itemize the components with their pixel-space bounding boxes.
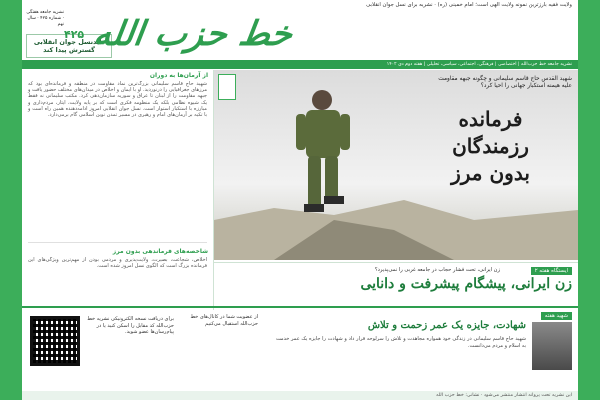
secondary-story <box>214 262 578 304</box>
headline-line-2: رزمندگان <box>452 134 529 158</box>
newspaper-page <box>22 0 578 400</box>
subbar: نشریه جامعه خط حزب‌الله | اختصاصی | فرهنگی، اجتماعی، سیاسی، تحلیلی | هفته دوم دی ۱۴۰۲ <box>22 60 578 69</box>
issue-info: نشریه جامعه هفتگی · شماره ۴۲۵ · سال نهم <box>26 10 64 27</box>
story-kicker: ایستگاه هفته ۲ <box>531 267 572 275</box>
martyr-label: شهید هفته <box>541 312 572 320</box>
left-body: شهید حاج قاسم سلیمانی بزرگ‌ترین نماد مقاومت در منطقه و فرمانده‌ای بود که مرزهای جغرافیایی را درنوردید. او با ایمان و اخلاص در میدان‌های مختلف حضور یافت و جبهه مقاومت را از لبنان تا عراق و سوریه سازمان‌دهی کرد. مکتب سلیمانی نه فقط یک شیوه نظامی بلکه یک منظومه فکری است که بر پایه ولایت، ایثار، مردم‌داری و مبارزه با استکبار استوار است. نسل جوان انقلابی امروز ادامه‌دهنده همین راه است و با تکیه بر آرمان‌های امام و رهبری در مسیر تمدن نوین اسلامی گام برمی‌دارد. <box>28 81 207 119</box>
cover-caption: شهید القدس حاج قاسم سلیمانی و چگونه جبهه مقاومت علیه هیمنه استکبار جهانی را احیا کرد؟ <box>438 76 572 89</box>
footer: این نشریه تحت پروانه انتشار منتشر می‌شود · نشانی: خط حزب الله <box>22 391 578 400</box>
promo-text: از عضویت شما در کانال‌های خط حزب‌الله استقبال می‌کنیم <box>190 314 258 327</box>
divider <box>28 242 207 243</box>
left-column <box>22 70 214 310</box>
martyr-body: شهید حاج قاسم سلیمانی در زندگی خود همواره مجاهدت و تلاش را سرلوحه قرار داد و شهادت را جایزه یک عمر خدمت به اسلام و مردم می‌دانست. <box>276 336 526 349</box>
issue-number: ۴۲۵ <box>64 27 85 41</box>
cover-headline <box>423 106 558 187</box>
masthead <box>64 10 572 58</box>
slogan-box: بایدنسل جوان انقلابی گسترش پیدا کند <box>26 34 112 58</box>
logo: خط حزب الله <box>91 14 296 54</box>
bottom-band <box>22 306 578 386</box>
qr-text: برای دریافت نسخه الکترونیکی نشریه خط حزب‌الله کد مقابل را اسکن کنید یا در پیام‌رسان‌ها عضو شوید. <box>87 316 174 336</box>
story-kicker-sub: زن ایرانی، تحت فشار حجاب در جامعه غربی را نمی‌پذیرد؟ <box>374 267 500 273</box>
qr-code <box>30 316 80 366</box>
headline-line-3: بدون مرز <box>451 161 530 185</box>
cover-photo <box>214 70 578 260</box>
martyr-photo <box>532 322 572 370</box>
martyr-title: شهادت، جایزه یک عمر زحمت و تلاش <box>367 320 526 331</box>
left-body-2: اخلاص، شجاعت، بصیرت، ولایت‌پذیری و مردمی بودن از مهم‌ترین ویژگی‌های این فرمانده بزرگ است که الگوی نسل امروز شده است. <box>28 257 207 270</box>
top-quote: ولایت فقیه بارزترین نمونه ولایت الهی است؛ امام خمینی (ره) · نشریه برای نسل جوان انقلابی <box>366 2 572 8</box>
left-heading-2: شاخصه‌های فرماندهی بدون مرز <box>112 248 208 255</box>
left-heading: از آرمان‌ها به دوران <box>149 72 208 79</box>
story-title: زن ایرانی، پیشگام پیشرفت و دانایی <box>360 276 572 292</box>
headline-line-1: فرمانده <box>458 107 523 131</box>
